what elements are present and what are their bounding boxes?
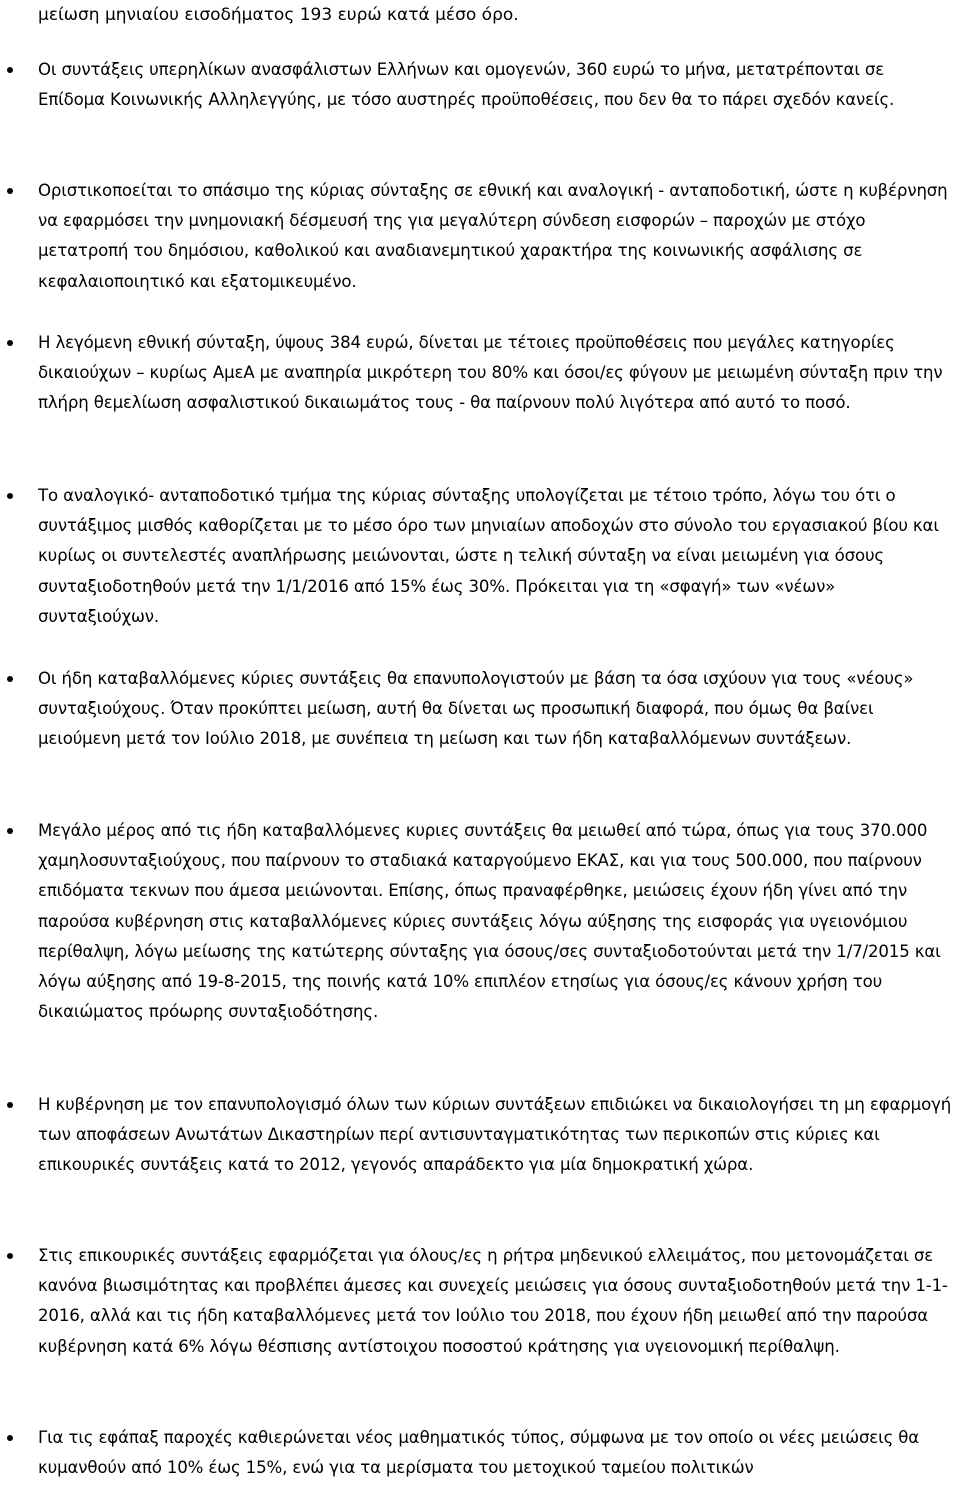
list-item-text: Η λεγόμενη εθνική σύνταξη, ύψους 384 ευρώ, δίνεται με τέτοιες προϋποθέσεις που μεγάλες κατηγορίες δικαιούχων – κυρίως ΑμεΑ με αναπηρία μικρότερη του 80% και όσοι/ες φύγουν με μειωμένη σύνταξη πριν την πλήρη θεμελίωση ασφαλιστικού δικαιωμάτος τους - θα παίρνουν πολύ λιγότερα από αυτό το ποσό. (38, 333, 943, 413)
list-item-text: Το αναλογικό- ανταποδοτικό τμήμα της κύριας σύνταξης υπολογίζεται με τέτοιο τρόπο, λόγω του ότι ο συντάξιμος μισθός καθορίζεται με το μέσο όρο των μηνιαίων αποδοχών στο σύνολο του εργασιακού βίου και κυρίως οι συντελεστές αναπλήρωσης μειώνονται, ώστε η τελική σύνταξη να είναι μειωμένη για όσους συνταξιοδοτηθούν μετά την 1/1/2016 από 15% έως 30%. Πρόκειται για τη «σφαγή» των «νέων» συνταξιούχων. (38, 486, 939, 626)
list-item-text: Οι συντάξεις υπερηλίκων ανασφάλιστων Ελλήνων και ομογενών, 360 ευρώ το μήνα, μετατρέπονται σε Επίδομα Κοινωνικής Αλληλεγγύης, με τόσο αυστηρές προϋποθέσεις, που δεν θα το πάρει σχεδόν κανείς. (38, 60, 895, 110)
list-item-text: Οριστικοποείται το σπάσιμο της κύριας σύνταξης σε εθνική και αναλογική - ανταποδοτική, ώστε η κυβέρνηση να εφαρμόσει την μνημονιακή δέσμευσή της για μεγαλύτερη σύνδεση εισφορών – παροχών με στόχο μετατροπή του δημόσιου, καθολικού και αναδιανεμητικού χαρακτήρα της κοινωνικής ασφάλισης σε κεφαλαιοποιητικό και εξατομικευμένο. (38, 181, 948, 291)
list-item (38, 1090, 956, 1181)
bullet-icon (7, 676, 13, 682)
bullet-icon (7, 340, 13, 346)
bullet-icon (7, 67, 13, 73)
list-item (38, 664, 956, 755)
intro-line: μείωση μηνιαίου εισοδήματος 193 ευρώ κατά μέσο όρο. (38, 5, 519, 25)
list-item (38, 176, 956, 297)
bullet-icon (7, 1253, 13, 1259)
list-item (38, 1423, 956, 1483)
list-item-text: Για τις εφάπαξ παροχές καθιερώνεται νέος μαθηματικός τύπος, σύμφωνα με τον οποίο οι νέες μειώσεις θα κυμανθούν από 10% έως 15%, ενώ για τα μερίσματα του μετοχικού ταμείου πολιτικών (38, 1428, 920, 1478)
list-item-text: Μεγάλο μέρος από τις ήδη καταβαλλόμενες κυριες συντάξεις θα μειωθεί από τώρα, όπως για τους 370.000 χαμηλοσυνταξιούχους, που παίρνουν το σταδιακά καταργούμενο ΕΚΑΣ, και για τους 500.000, που παίρνουν επιδόματα τεκνων που άμεσα μειώνονται. Επίσης, όπως πραναφέρθηκε, μειώσεις έχουν ήδη γίνει από την παρούσα κυβέρνηση στις καταβαλλόμενες κύριες συντάξεις λόγω αύξησης της εισφοράς για υγειονόμιου περίθαλψη, λόγω μείωσης της κατώτερης σύνταξης για όσους/σες συνταξιοδοτούνται μετά την 1/7/2015 και λόγω αύξησης από 19-8-2015, της ποινής κατά 10% επιπλέον ετησίως για όσους/ες κάνουν χρήση του δικαιώματος πρόωρης συνταξιοδότησης. (38, 821, 941, 1022)
bullet-icon (7, 1102, 13, 1108)
list-item-text: Η κυβέρνηση με τον επανυπολογισμό όλων των κύριων συντάξεων επιδιώκει να δικαιολογήσει τη μη εφαρμογή των αποφάσεων Ανωτάτων Δικαστηρίων περί αντισυνταγματικότητας των περικοπών στις κύριες και επικουρικές συντάξεις κατά το 2012, γεγονός απαράδεκτο για μία δημοκρατική χώρα. (38, 1095, 952, 1175)
bullet-icon (7, 828, 13, 834)
bullet-icon (7, 1435, 13, 1441)
list-item-text: Στις επικουρικές συντάξεις εφαρμόζεται για όλους/ες η ρήτρα μηδενικού ελλειμάτος, που μετονομάζεται σε κανόνα βιωσιμότητας και προβλέπει άμεσες και συνεχείς μειώσεις για όσους συνταξιοδοτηθούν μετά την 1-1-2016, αλλά και τις ήδη καταβαλλόμενες μετά τον Ιούλιο του 2018, που έχουν ήδη μειωθεί από την παρούσα κυβέρνηση κατά 6% λόγω θέσπισης αντίστοιχου ποσοστού κράτησης για υγειονομική περίθαλψη. (38, 1246, 948, 1356)
list-item (38, 328, 956, 419)
list-item-text: Οι ήδη καταβαλλόμενες κύριες συντάξεις θα επανυπολογιστούν με βάση τα όσα ισχύουν για τους «νέους» συνταξιούχους. Όταν προκύπτει μείωση, αυτή θα δίνεται ως προσωπική διαφορά, που όμως θα βαίνει μειούμενη μετά τον Ιούλιο 2018, με συνέπεια τη μείωση και των ήδη καταβαλλόμενων συντάξεων. (38, 669, 914, 749)
list-item (38, 1241, 956, 1362)
list-item (38, 481, 956, 632)
bullet-icon (7, 493, 13, 499)
bullet-icon (7, 188, 13, 194)
list-item (38, 816, 956, 1027)
list-item (38, 55, 956, 115)
